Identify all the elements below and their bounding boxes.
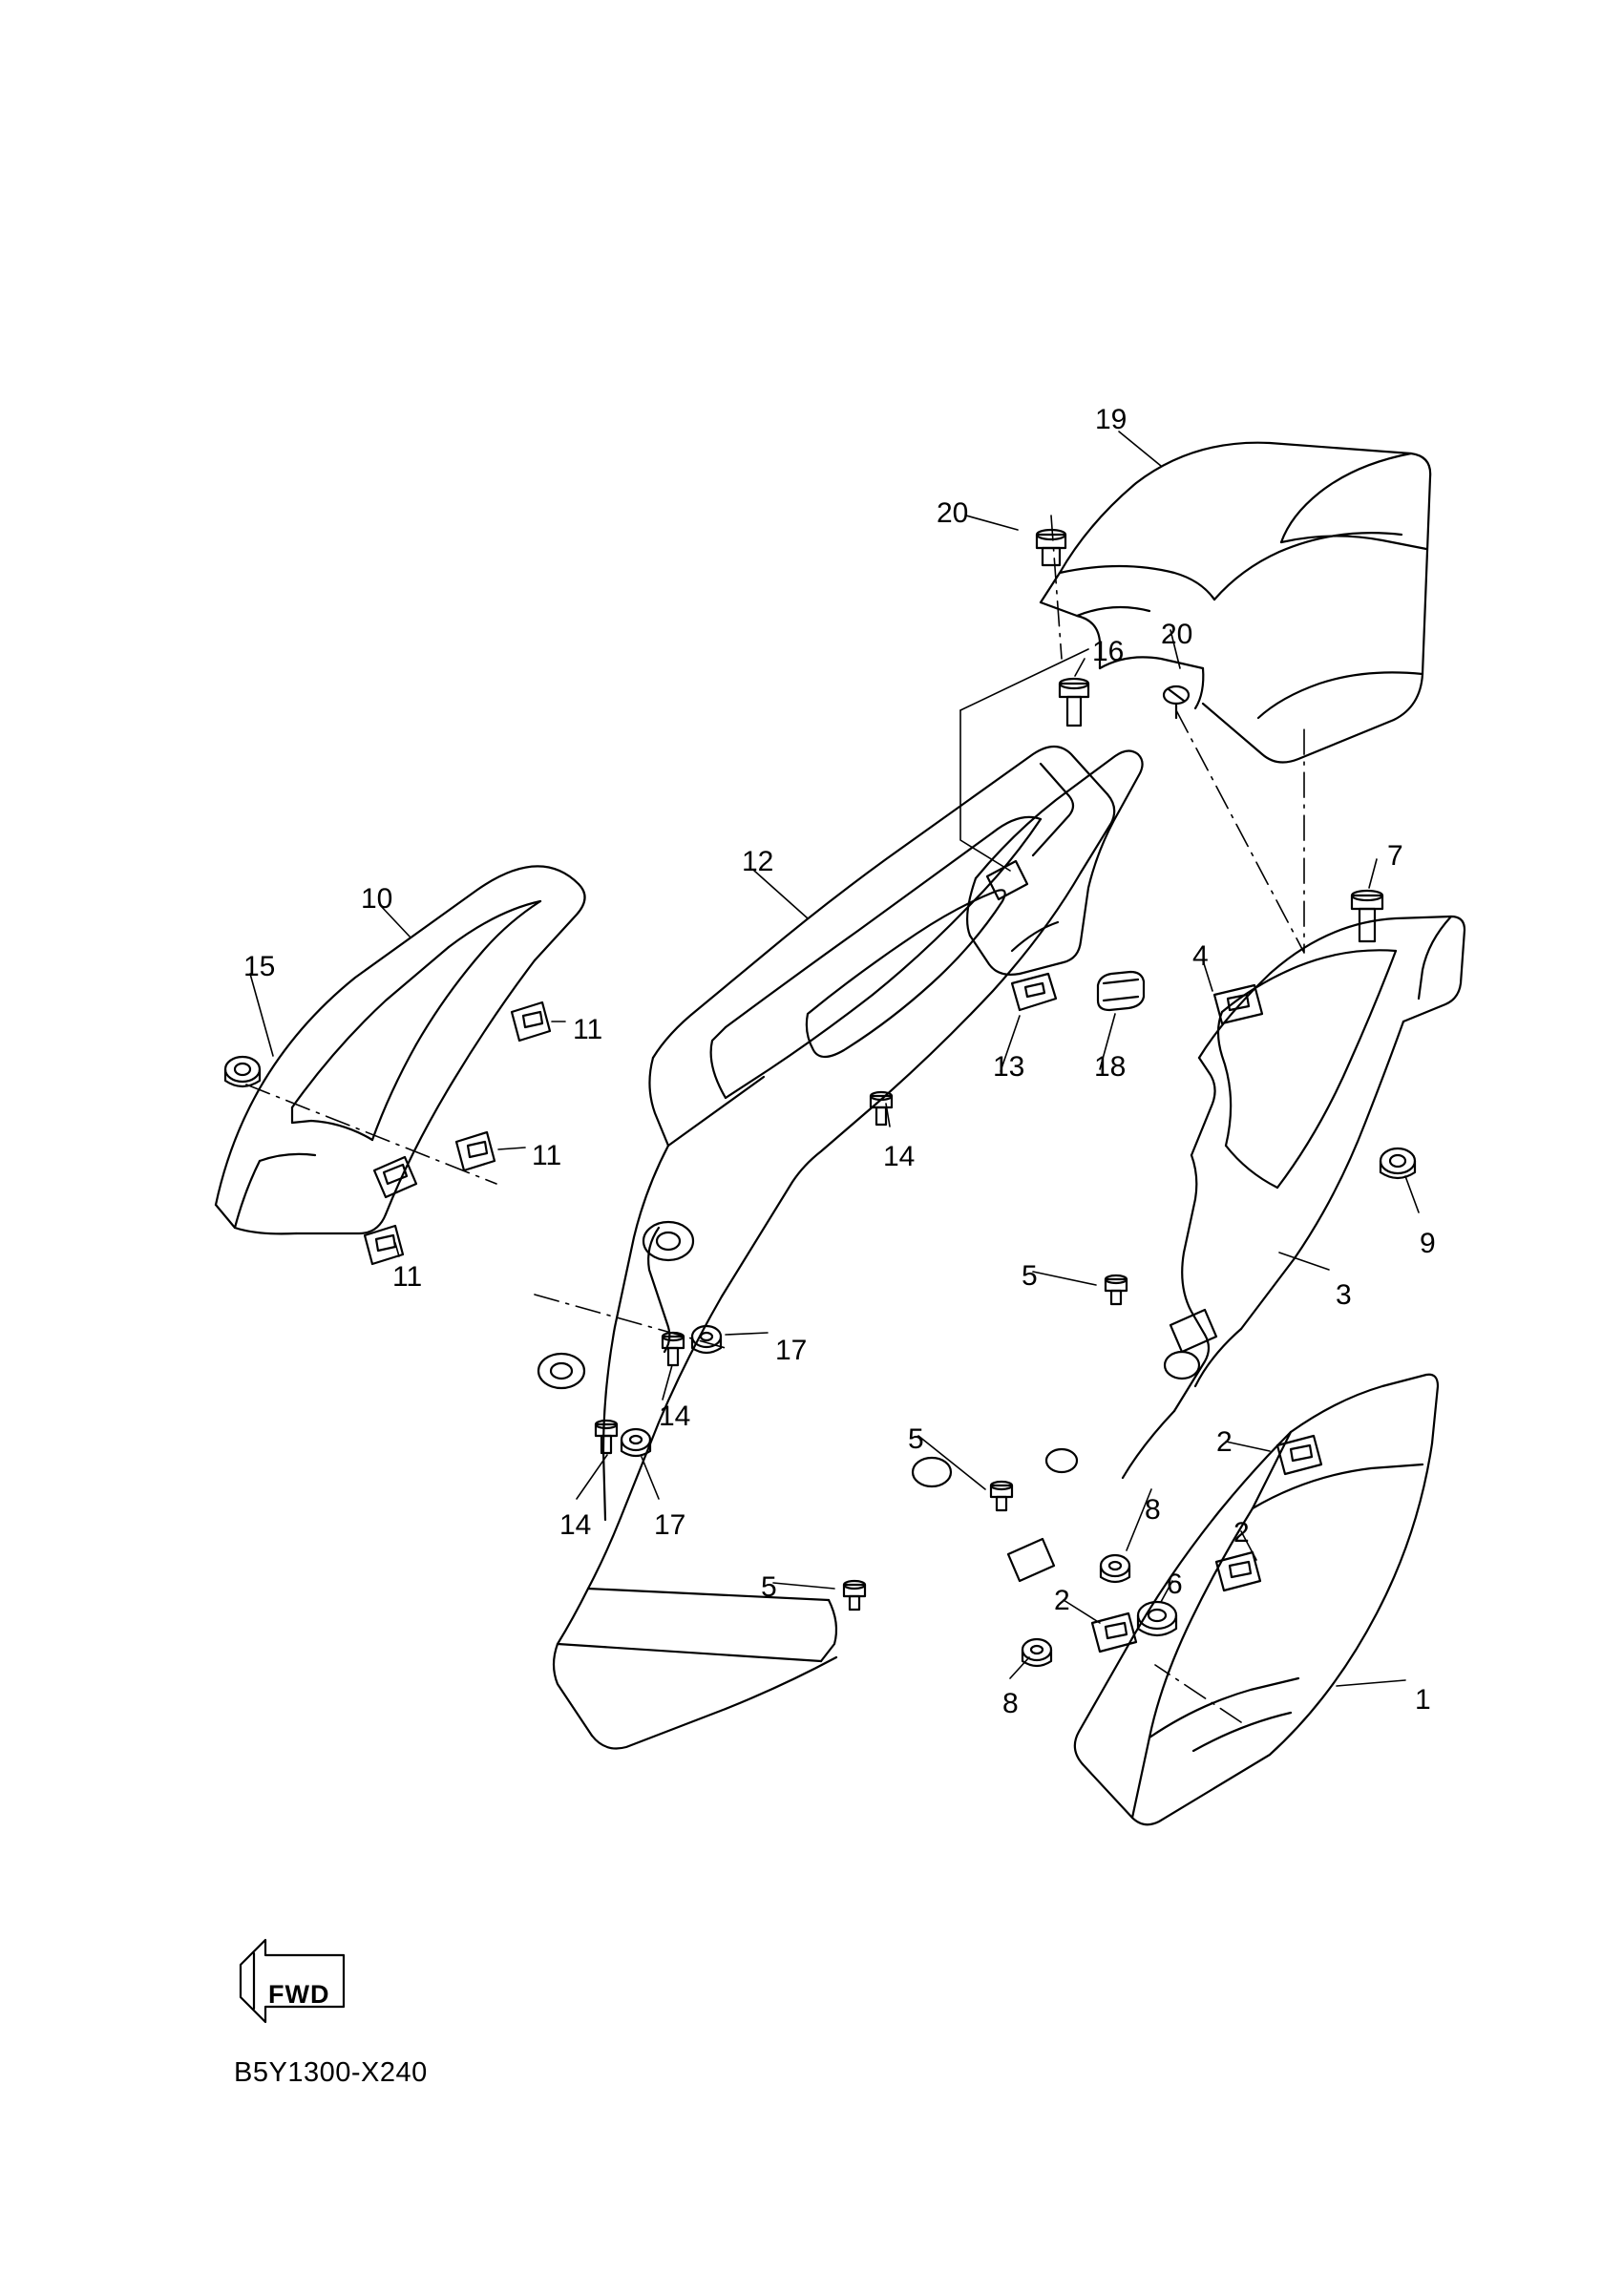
callout-15: 15 (243, 951, 276, 982)
callout-13: 13 (993, 1051, 1025, 1083)
part-2-clip-a (1277, 1436, 1321, 1474)
part-14-screw-c (596, 1421, 617, 1453)
part-11-clip-a (512, 1002, 550, 1041)
callout-17-b: 17 (654, 1509, 686, 1541)
part-8-nut-b (1022, 1639, 1051, 1666)
callout-20-a: 20 (937, 497, 969, 529)
callout-11-c: 11 (392, 1261, 423, 1293)
callout-2-c: 2 (1054, 1585, 1070, 1616)
callout-17-a: 17 (775, 1335, 808, 1366)
part-15-grommet (225, 1057, 260, 1086)
callout-2-b: 2 (1233, 1517, 1250, 1548)
part-5-bolt-c (844, 1581, 865, 1610)
callout-14-c: 14 (559, 1509, 592, 1541)
callout-10: 10 (361, 883, 393, 915)
callout-20-b: 20 (1161, 619, 1193, 650)
frame-bracket-b (1008, 1539, 1054, 1581)
diagram-part-code: B5Y1300-X240 (234, 2057, 428, 2088)
callout-1: 1 (1415, 1684, 1431, 1716)
part-12-grab-bar-detail (967, 750, 1142, 974)
callout-5-a: 5 (1022, 1260, 1038, 1292)
frame-grommets (538, 1222, 1199, 1486)
callout-3: 3 (1336, 1279, 1352, 1311)
callout-18: 18 (1094, 1051, 1127, 1083)
part-16-screw (1060, 679, 1088, 726)
part-7-bolt (1352, 891, 1382, 941)
callout-4: 4 (1192, 940, 1209, 972)
part-18-nut (1098, 972, 1144, 1010)
callout-16: 16 (1092, 636, 1125, 667)
part-20-bolt-a (1037, 530, 1065, 565)
part-20-bolt-b (1164, 686, 1189, 718)
assembly-axes (246, 516, 1304, 1722)
callout-5-b: 5 (908, 1423, 924, 1455)
leader-lines (250, 432, 1419, 1686)
callout-5-c: 5 (761, 1571, 777, 1603)
callout-12: 12 (742, 846, 774, 877)
callout-11-a: 11 (573, 1014, 603, 1045)
part-2-clip-c (1092, 1613, 1136, 1652)
callout-14-a: 14 (883, 1141, 916, 1172)
part-5-bolt-b (991, 1482, 1012, 1510)
callout-8-a: 8 (1145, 1494, 1161, 1526)
callout-7: 7 (1387, 840, 1403, 872)
part-4-clip (1214, 985, 1262, 1023)
callout-2-a: 2 (1216, 1426, 1233, 1458)
part-5-bolt-a (1106, 1275, 1127, 1304)
part-1-rear-fender (1075, 1375, 1438, 1824)
part-9-grommet (1381, 1148, 1415, 1178)
part-17-nut-a (692, 1326, 721, 1353)
part-14-screw-b (663, 1333, 684, 1365)
part-12-rear-frame (554, 747, 1114, 1749)
callout-11-b: 11 (532, 1140, 562, 1171)
part-8-nut-a (1101, 1555, 1129, 1582)
fwd-direction-label: FWD (268, 1980, 330, 2009)
callout-14-b: 14 (659, 1401, 691, 1432)
callout-9: 9 (1420, 1228, 1436, 1259)
callout-6: 6 (1167, 1569, 1183, 1600)
part-11-clip-b (456, 1132, 495, 1170)
part-13-clip (1012, 974, 1056, 1010)
part-19-rear-cowling (1041, 443, 1430, 763)
callout-8-b: 8 (1002, 1688, 1019, 1719)
callout-19: 19 (1095, 404, 1128, 435)
